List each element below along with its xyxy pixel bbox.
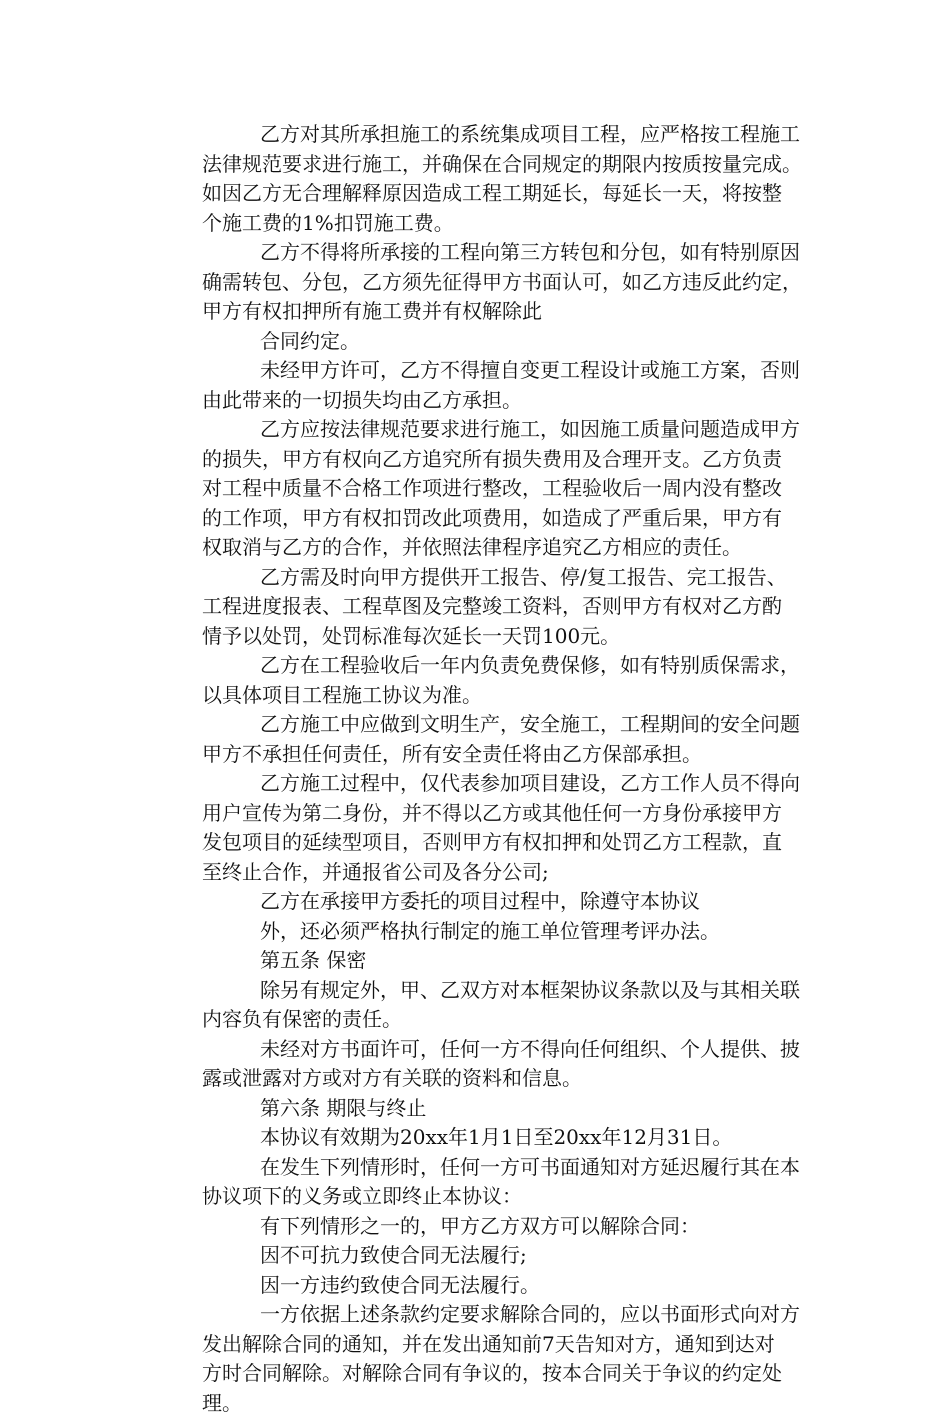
text-line: 发出解除合同的通知，并在发出通知前7天告知对方，通知到达对 — [144, 1330, 816, 1360]
text-line: 一方依据上述条款约定要求解除合同的，应以书面形式向对方 — [144, 1300, 816, 1330]
text-line: 协议项下的义务或立即终止本协议： — [144, 1182, 816, 1212]
paragraph — [144, 769, 816, 887]
text-line: 甲方有权扣押所有施工费并有权解除此 — [144, 297, 816, 327]
text-line: 用户宣传为第二身份，并不得以乙方或其他任何一方身份承接甲方 — [144, 799, 816, 829]
text-line: 工程进度报表、工程草图及完整竣工资料，否则甲方有权对乙方酌 — [144, 592, 816, 622]
text-line: 乙方应按法律规范要求进行施工，如因施工质量问题造成甲方 — [144, 415, 816, 445]
text-line: 由此带来的一切损失均由乙方承担。 — [144, 386, 816, 416]
paragraph — [144, 651, 816, 710]
text-line: 以具体项目工程施工协议为准。 — [144, 681, 816, 711]
text-line: 露或泄露对方或对方有关联的资料和信息。 — [144, 1064, 816, 1094]
text-line: 法律规范要求进行施工，并确保在合同规定的期限内按质按量完成。 — [144, 150, 816, 180]
text-line: 乙方需及时向甲方提供开工报告、停/复工报告、完工报告、 — [144, 563, 816, 593]
paragraph — [144, 887, 816, 917]
text-line: 确需转包、分包，乙方须先征得甲方书面认可，如乙方违反此约定， — [144, 268, 816, 298]
paragraph — [144, 1153, 816, 1212]
paragraph — [144, 946, 816, 976]
text-line: 因不可抗力致使合同无法履行; — [144, 1241, 816, 1271]
text-line: 合同约定。 — [144, 327, 816, 357]
text-line: 未经对方书面许可，任何一方不得向任何组织、个人提供、披 — [144, 1035, 816, 1065]
text-line: 本协议有效期为20xx年1月1日至20xx年12月31日。 — [144, 1123, 816, 1153]
text-line: 内容负有保密的责任。 — [144, 1005, 816, 1035]
text-line: 乙方在承接甲方委托的项目过程中，除遵守本协议 — [144, 887, 816, 917]
paragraph — [144, 710, 816, 769]
text-line: 的工作项，甲方有权扣罚改此项费用，如造成了严重后果，甲方有 — [144, 504, 816, 534]
text-line: 甲方不承担任何责任，所有安全责任将由乙方保部承担。 — [144, 740, 816, 770]
paragraph — [144, 415, 816, 563]
paragraph — [144, 1035, 816, 1094]
text-line: 在发生下列情形时，任何一方可书面通知对方延迟履行其在本 — [144, 1153, 816, 1183]
paragraph — [144, 238, 816, 327]
text-line: 第五条 保密 — [144, 946, 816, 976]
paragraph — [144, 120, 816, 238]
paragraph — [144, 356, 816, 415]
text-line: 除另有规定外，甲、乙双方对本框架协议条款以及与其相关联 — [144, 976, 816, 1006]
paragraph — [144, 1271, 816, 1301]
text-line: 乙方在工程验收后一年内负责免费保修，如有特别质保需求， — [144, 651, 816, 681]
text-line: 对工程中质量不合格工作项进行整改，工程验收后一周内没有整改 — [144, 474, 816, 504]
paragraph — [144, 1094, 816, 1124]
text-line: 乙方施工中应做到文明生产，安全施工，工程期间的安全问题 — [144, 710, 816, 740]
text-line: 个施工费的1%扣罚施工费。 — [144, 209, 816, 239]
text-line: 情予以处罚，处罚标准每次延长一天罚100元。 — [144, 622, 816, 652]
paragraph — [144, 327, 816, 357]
text-line: 未经甲方许可，乙方不得擅自变更工程设计或施工方案，否则 — [144, 356, 816, 386]
text-line: 的损失，甲方有权向乙方追究所有损失费用及合理开支。乙方负责 — [144, 445, 816, 475]
text-line: 至终止合作，并通报省公司及各分公司; — [144, 858, 816, 888]
text-line: 第六条 期限与终止 — [144, 1094, 816, 1124]
text-line: 乙方施工过程中，仅代表参加项目建设，乙方工作人员不得向 — [144, 769, 816, 799]
text-line: 理。 — [144, 1389, 816, 1418]
paragraph — [144, 1212, 816, 1242]
paragraph — [144, 563, 816, 652]
text-line: 外，还必须严格执行制定的施工单位管理考评办法。 — [144, 917, 816, 947]
text-line: 乙方对其所承担施工的系统集成项目工程，应严格按工程施工 — [144, 120, 816, 150]
text-line: 乙方不得将所承接的工程向第三方转包和分包，如有特别原因 — [144, 238, 816, 268]
text-line: 如因乙方无合理解释原因造成工程工期延长，每延长一天，将按整 — [144, 179, 816, 209]
text-line: 因一方违约致使合同无法履行。 — [144, 1271, 816, 1301]
paragraph — [144, 917, 816, 947]
text-line: 权取消与乙方的合作，并依照法律程序追究乙方相应的责任。 — [144, 533, 816, 563]
text-line: 方时合同解除。对解除合同有争议的，按本合同关于争议的约定处 — [144, 1359, 816, 1389]
paragraph — [144, 1123, 816, 1153]
paragraph — [144, 1241, 816, 1271]
paragraph — [144, 1300, 816, 1418]
text-line: 发包项目的延续型项目，否则甲方有权扣押和处罚乙方工程款，直 — [144, 828, 816, 858]
paragraph — [144, 976, 816, 1035]
text-line: 有下列情形之一的，甲方乙方双方可以解除合同： — [144, 1212, 816, 1242]
document-body — [144, 120, 816, 1418]
